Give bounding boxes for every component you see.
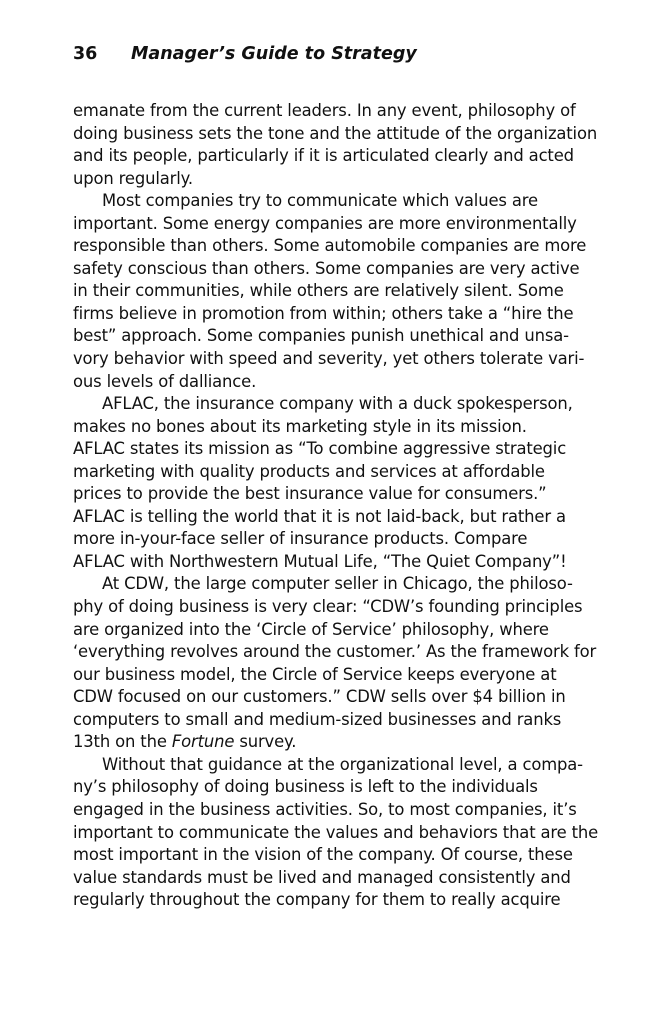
text-line: our business model, the Circle of Service keeps everyone at	[73, 664, 557, 684]
text-fragment: survey.	[234, 732, 297, 752]
paragraph-start-line: Without that guidance at the organizational level, a compa-	[102, 754, 583, 774]
running-title: Manager’s Guide to Strategy	[131, 44, 417, 64]
text-line: makes no bones about its marketing style in its mission.	[73, 416, 527, 436]
paragraph-start-line: At CDW, the large computer seller in Chicago, the philoso-	[102, 574, 573, 594]
text-line: ‘everything revolves around the customer.’ As the framework for	[73, 642, 597, 662]
text-line: CDW focused on our customers.” CDW sells over $4 billion in	[73, 687, 566, 707]
text-line: marketing with quality products and services at affordable	[73, 461, 545, 481]
text-line: computers to small and medium-sized businesses and ranks	[73, 709, 562, 729]
text-line: AFLAC with Northwestern Mutual Life, “The Quiet Company”!	[73, 551, 567, 571]
text-line: are organized into the ‘Circle of Service’ philosophy, where	[73, 619, 549, 639]
text-line	[73, 731, 593, 754]
running-header	[73, 40, 417, 68]
text-line: engaged in the business activities. So, to most companies, it’s	[73, 799, 577, 819]
text-line: safety conscious than others. Some companies are very active	[73, 258, 580, 278]
body-text	[73, 100, 599, 912]
text-line: vory behavior with speed and severity, yet others tolerate vari-	[73, 349, 585, 369]
text-line: ny’s philosophy of doing business is left to the individuals	[73, 777, 538, 797]
text-line: doing business sets the tone and the attitude of the organization	[73, 123, 598, 143]
text-line: firms believe in promotion from within; others take a “hire the	[73, 303, 574, 323]
paragraph-start-line: AFLAC, the insurance company with a duck spokesperson,	[102, 394, 573, 414]
text-line: most important in the vision of the company. Of course, these	[73, 845, 573, 865]
text-line: important to communicate the values and behaviors that are the	[73, 822, 599, 842]
publication-title: Fortune	[171, 732, 235, 752]
text-line: best” approach. Some companies punish unethical and unsa-	[73, 326, 569, 346]
paragraph-start-line: Most companies try to communicate which values are	[102, 191, 538, 211]
text-line: upon regularly.	[73, 168, 193, 188]
text-line: regularly throughout the company for them to really acquire	[73, 890, 561, 910]
text-line: phy of doing business is very clear: “CDW’s founding principles	[73, 597, 583, 617]
text-fragment: 13th on the	[73, 732, 172, 752]
page-number: 36	[73, 44, 98, 64]
text-line: AFLAC is telling the world that it is not laid-back, but rather a	[73, 506, 566, 526]
text-line: in their communities, while others are relatively silent. Some	[73, 281, 564, 301]
text-line: value standards must be lived and managed consistently and	[73, 867, 571, 887]
text-line: responsible than others. Some automobile companies are more	[73, 236, 587, 256]
text-line: and its people, particularly if it is articulated clearly and acted	[73, 146, 574, 166]
text-line: AFLAC states its mission as “To combine aggressive strategic	[73, 439, 567, 459]
text-line: more in-your-face seller of insurance products. Compare	[73, 529, 528, 549]
text-line: emanate from the current leaders. In any event, philosophy of	[73, 101, 576, 120]
text-line: important. Some energy companies are more environmentally	[73, 213, 577, 233]
text-line: ous levels of dalliance.	[73, 371, 257, 391]
text-line: prices to provide the best insurance value for consumers.”	[73, 484, 547, 504]
